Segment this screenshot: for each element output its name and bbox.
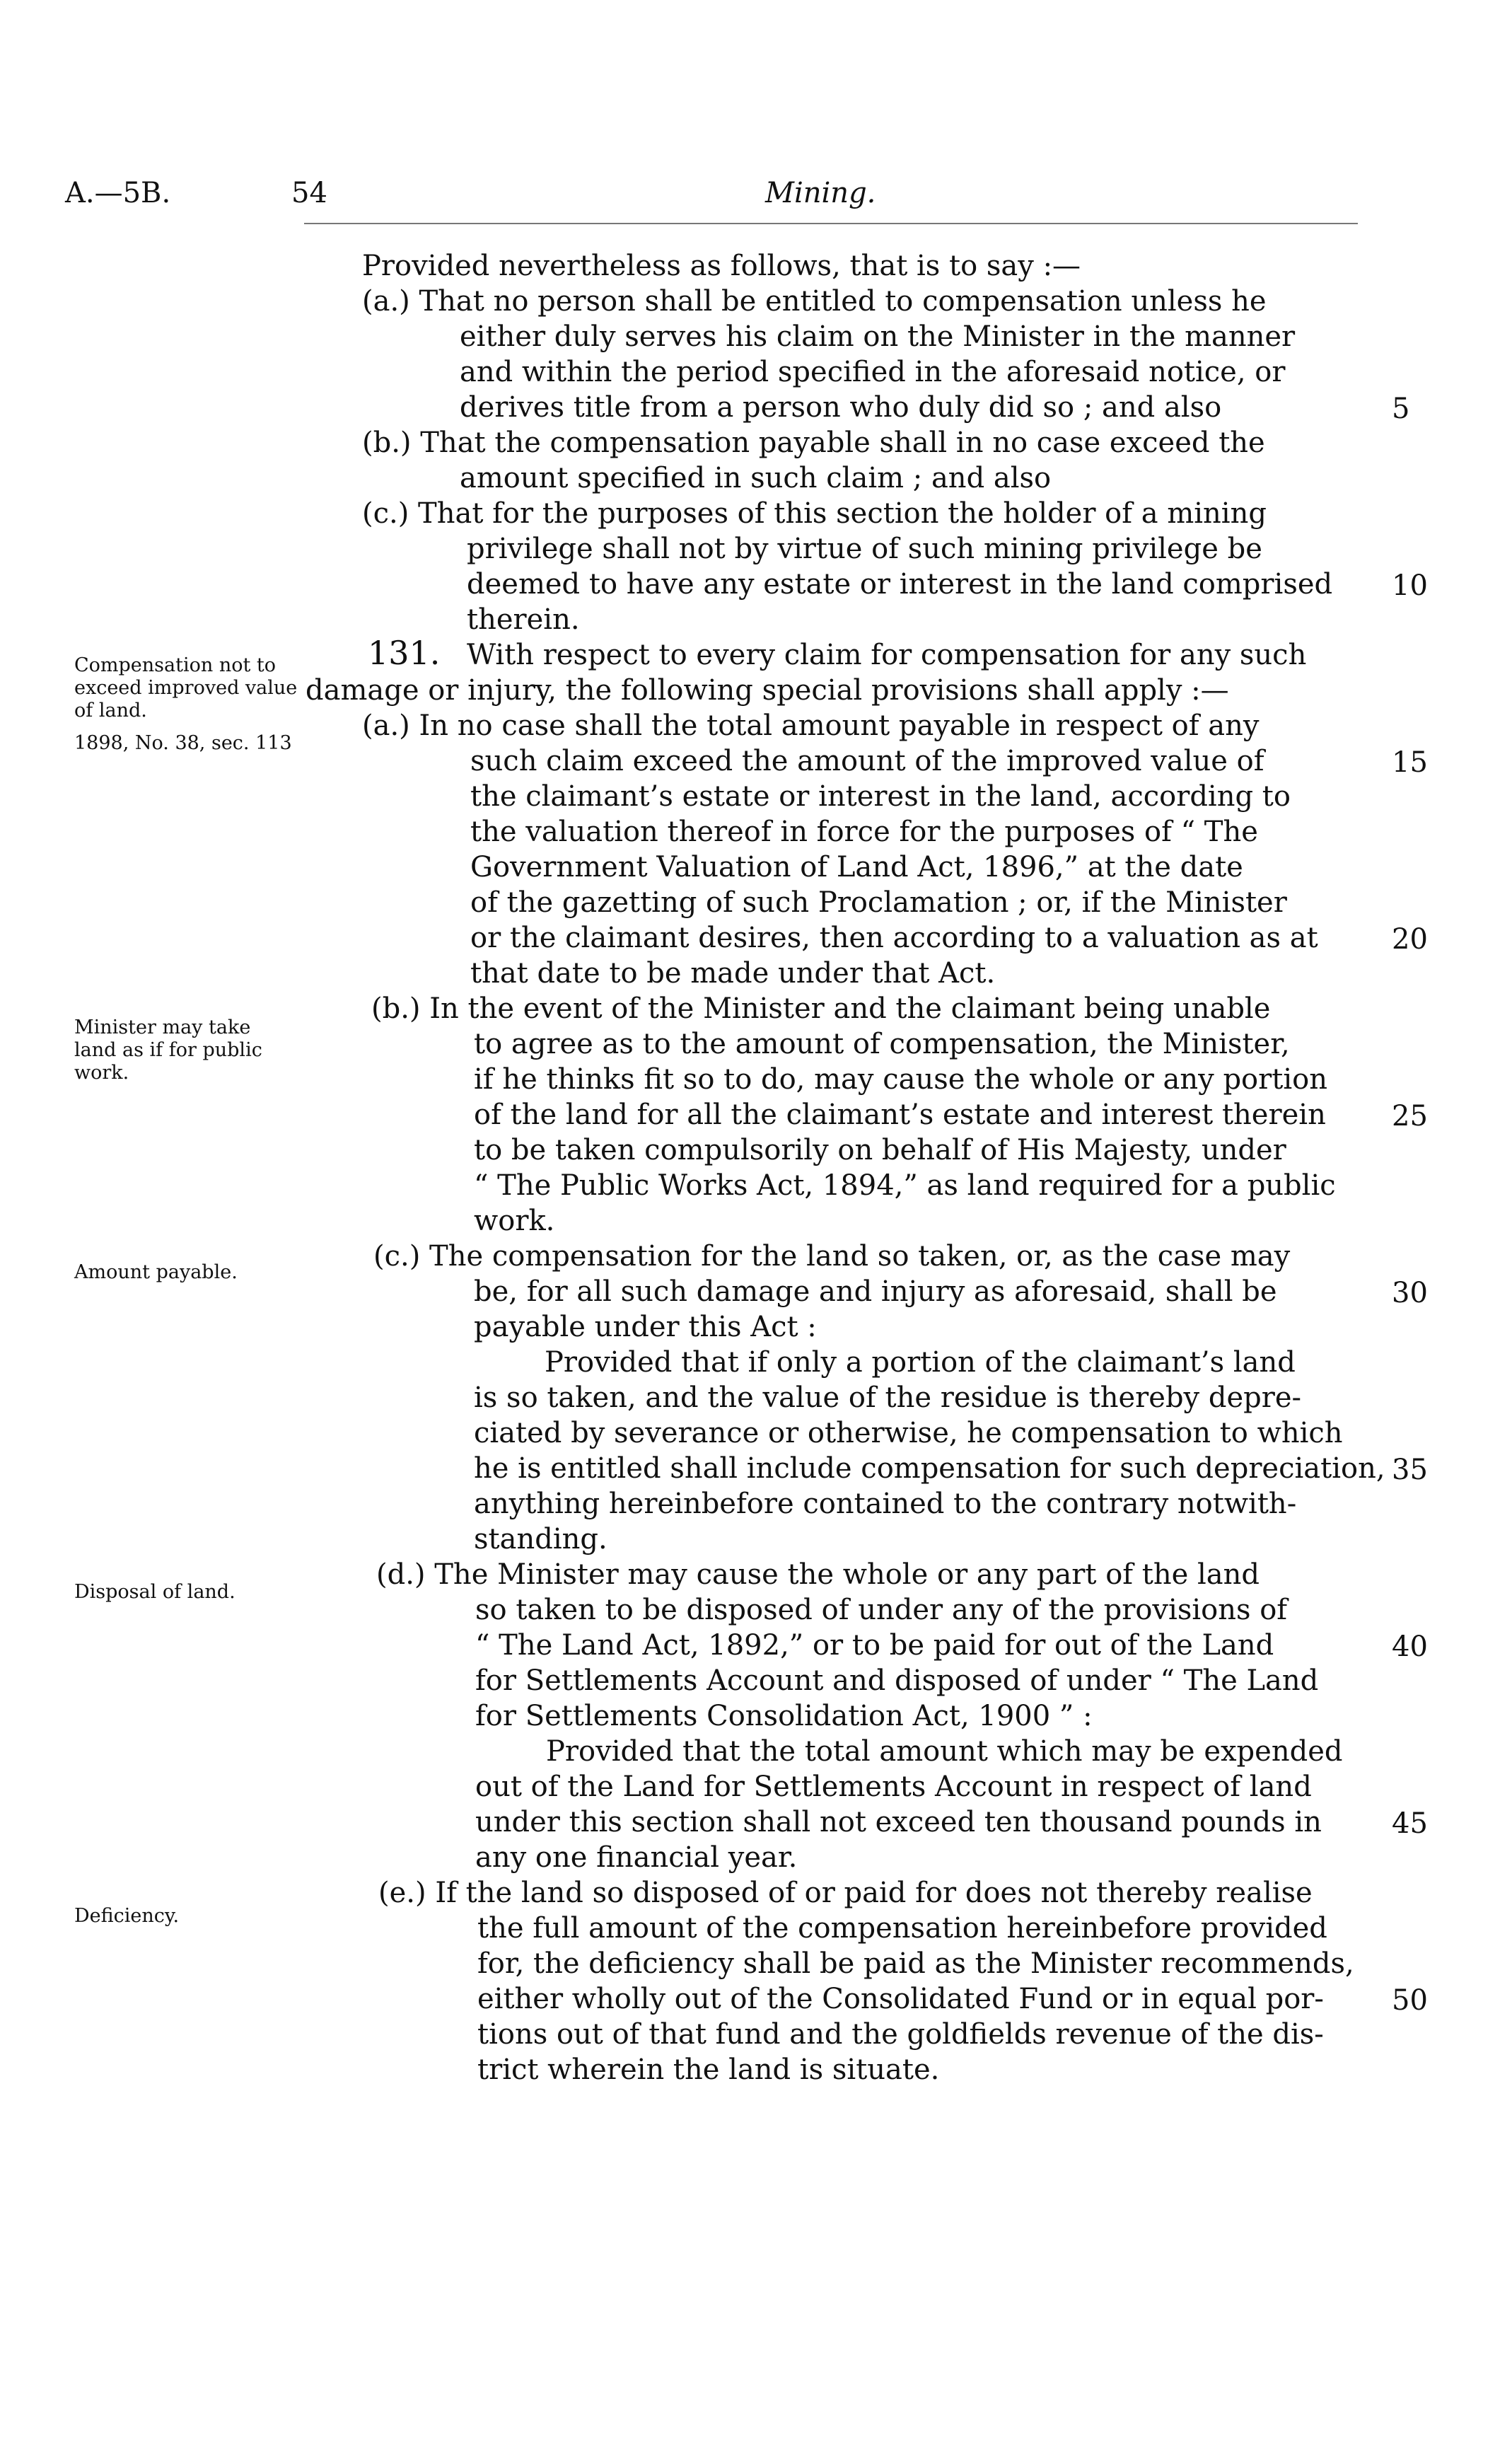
- text-line: (b.) In the event of the Minister and the claimant being unable: [371, 992, 1271, 1025]
- margin-note: Amount payable.: [74, 1261, 238, 1283]
- series-reference: A.—5B.: [65, 177, 171, 209]
- text-line: for, the deficiency shall be paid as the Minister recommends,: [477, 1947, 1354, 1980]
- text-line: to be taken compulsorily on behalf of His Majesty, under: [474, 1134, 1286, 1166]
- text-line: of the land for all the claimant’s estate and interest therein: [474, 1099, 1326, 1131]
- text-line: Government Valuation of Land Act, 1896,” at the date: [470, 851, 1243, 884]
- text-line: (b.) That the compensation payable shall in no case exceed the: [362, 427, 1265, 459]
- text-line: for Settlements Consolidation Act, 1900 ” :: [475, 1700, 1093, 1732]
- text-line: that date to be made under that Act.: [470, 957, 996, 990]
- text-line: ciated by severance or otherwise, he compensation to which: [474, 1417, 1343, 1449]
- text-line: therein.: [467, 603, 580, 636]
- text-line: privilege shall not by virtue of such mining privilege be: [467, 533, 1262, 565]
- text-line: (a.) In no case shall the total amount payable in respect of any: [362, 709, 1260, 742]
- text-line: amount specified in such claim ; and also: [460, 462, 1052, 494]
- text-line: payable under this Act :: [474, 1311, 817, 1343]
- section-number: 131.: [368, 634, 441, 672]
- text-line: of the gazetting of such Proclamation ; or, if the Minister: [470, 886, 1287, 919]
- margin-note: Minister may take land as if for public work.: [74, 1016, 262, 1084]
- text-line: “ The Public Works Act, 1894,” as land required for a public: [474, 1169, 1336, 1202]
- line-number: 30: [1392, 1277, 1428, 1309]
- text-line: for Settlements Account and disposed of under “ The Land: [475, 1664, 1319, 1697]
- text-line: derives title from a person who duly did so ; and also: [460, 391, 1222, 424]
- line-number: 35: [1392, 1454, 1428, 1486]
- line-number: 5: [1392, 393, 1410, 425]
- text-line: if he thinks fit so to do, may cause the whole or any portion: [474, 1063, 1327, 1096]
- text-line: damage or injury, the following special provisions shall apply :—: [306, 674, 1229, 707]
- text-line: (c.) The compensation for the land so taken, or, as the case may: [373, 1240, 1291, 1273]
- text-line: trict wherein the land is situate.: [477, 2054, 940, 2086]
- text-line: Provided nevertheless as follows, that is to say :—: [362, 250, 1081, 282]
- text-line: either duly serves his claim on the Minister in the manner: [460, 320, 1296, 353]
- margin-note: Compensation not to exceed improved value of land.: [74, 654, 298, 722]
- line-number: 15: [1392, 746, 1428, 779]
- line-number: 25: [1392, 1100, 1428, 1133]
- text-line: the valuation thereof in force for the purposes of “ The: [470, 816, 1258, 848]
- line-number: 40: [1392, 1630, 1428, 1663]
- margin-note: Disposal of land.: [74, 1581, 235, 1603]
- text-line: any one financial year.: [475, 1841, 798, 1874]
- text-line: deemed to have any estate or interest in the land comprised: [467, 568, 1333, 601]
- text-line: so taken to be disposed of under any of the provisions of: [475, 1594, 1288, 1626]
- text-line: the full amount of the compensation hereinbefore provided: [477, 1912, 1327, 1945]
- text-line: Provided that if only a portion of the claimant’s land: [545, 1346, 1296, 1379]
- text-line: anything hereinbefore contained to the contrary notwith-: [474, 1488, 1297, 1520]
- text-line: “ The Land Act, 1892,” or to be paid for out of the Land: [475, 1629, 1274, 1662]
- text-line: standing.: [474, 1523, 607, 1556]
- margin-note: 1898, No. 38, sec. 113: [74, 732, 292, 754]
- line-number: 20: [1392, 923, 1428, 956]
- text-line: is so taken, and the value of the residue is thereby depre-: [474, 1382, 1302, 1414]
- text-line: the claimant’s estate or interest in the land, according to: [470, 780, 1291, 813]
- text-line: such claim exceed the amount of the improved value of: [470, 745, 1264, 777]
- line-number: 50: [1392, 1984, 1428, 2017]
- page-number: 54: [291, 177, 327, 209]
- text-line: or the claimant desires, then according to a valuation as at: [470, 922, 1318, 954]
- text-line: (a.) That no person shall be entitled to compensation unless he: [362, 285, 1267, 318]
- text-line: (c.) That for the purposes of this section the holder of a mining: [362, 497, 1267, 530]
- text-line: out of the Land for Settlements Account in respect of land: [475, 1771, 1312, 1803]
- line-number: 45: [1392, 1807, 1428, 1840]
- text-line: under this section shall not exceed ten thousand pounds in: [475, 1806, 1322, 1838]
- margin-note: Deficiency.: [74, 1905, 180, 1927]
- text-line: With respect to every claim for compensation for any such: [467, 639, 1307, 671]
- text-line: (e.) If the land so disposed of or paid for does not thereby realise: [378, 1877, 1313, 1909]
- header-rule: [304, 223, 1358, 224]
- line-number: 10: [1392, 569, 1428, 602]
- text-line: tions out of that fund and the goldfields revenue of the dis-: [477, 2018, 1324, 2051]
- text-line: Provided that the total amount which may be expended: [546, 1735, 1343, 1768]
- text-line: work.: [474, 1205, 555, 1237]
- text-line: be, for all such damage and injury as aforesaid, shall be: [474, 1275, 1277, 1308]
- text-line: to agree as to the amount of compensation, the Minister,: [474, 1028, 1290, 1060]
- text-line: he is entitled shall include compensation for such depreciation,: [474, 1452, 1385, 1485]
- text-line: (d.) The Minister may cause the whole or any part of the land: [376, 1558, 1260, 1591]
- page-title: Mining.: [765, 177, 876, 209]
- text-line: and within the period specified in the aforesaid notice, or: [460, 356, 1286, 388]
- text-line: either wholly out of the Consolidated Fund or in equal por-: [477, 1983, 1324, 2015]
